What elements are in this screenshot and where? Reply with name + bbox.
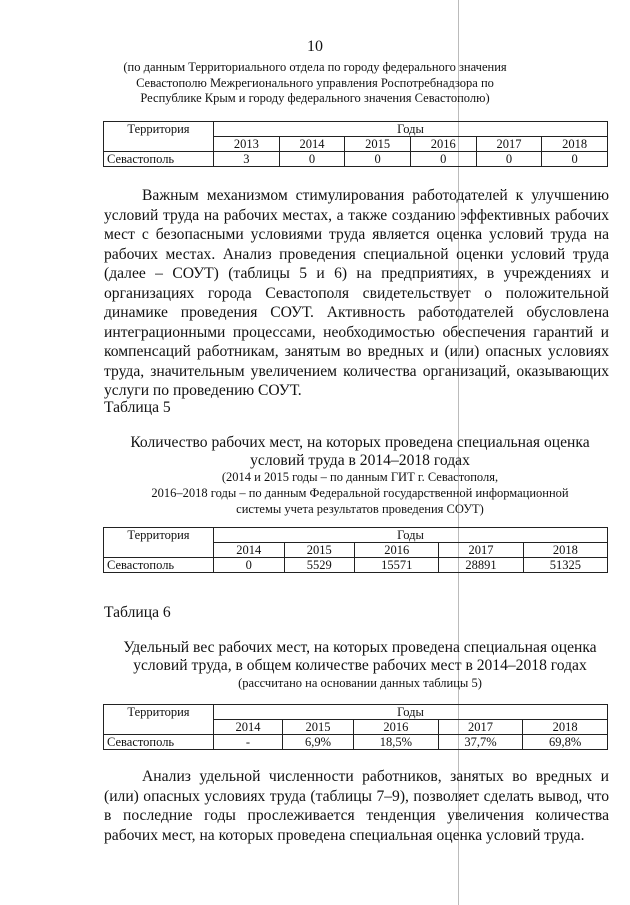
value-cell: 0: [542, 152, 608, 167]
year-cell: 2014: [214, 720, 283, 735]
year-cell: 2016: [410, 137, 476, 152]
year-cell: 2018: [523, 543, 607, 558]
row-label: Севастополь: [104, 152, 214, 167]
value-cell: 0: [345, 152, 411, 167]
paragraph-2: [104, 767, 609, 845]
year-cell: 2014: [279, 137, 345, 152]
year-cell: 2018: [542, 137, 608, 152]
value-cell: 15571: [355, 558, 439, 573]
table5-sub-3: системы учета результатов проведения СОУТ): [236, 502, 484, 516]
year-cell: 2018: [523, 720, 608, 735]
paragraph-1: [104, 186, 609, 401]
source-note: (по данным Территориального отдела по городу федерального значения Севастополю Межрегионального управления Роспотребнадзора по Республике Крым и городу федерального значения Севастополю): [123, 60, 507, 105]
row-label: Севастополь: [104, 558, 214, 573]
value-cell: 0: [476, 152, 542, 167]
value-cell: 5529: [284, 558, 355, 573]
year-cell: 2014: [214, 543, 285, 558]
value-cell: 37,7%: [438, 735, 523, 750]
value-cell: 18,5%: [354, 735, 439, 750]
table6-title-2: условий труда, в общем количестве рабочих мест в 2014–2018 годах: [133, 657, 587, 674]
value-cell: 51325: [523, 558, 607, 573]
table-complaints: [103, 121, 608, 167]
year-cell: 2015: [345, 137, 411, 152]
year-cell: 2015: [284, 543, 355, 558]
year-cell: 2017: [438, 720, 523, 735]
paragraph-2-text: Анализ удельной численности работников, занятых во вредных и (или) опасных условиях труда (таблицы 7–9), позволяет сделать вывод, что в последние годы прослеживается тенденция увеличения количества рабочих мест, на которых проведена специальная оценка условий труда.: [104, 768, 609, 844]
territory-header: Территория: [104, 528, 214, 558]
year-cell: 2017: [476, 137, 542, 152]
value-cell: 0: [279, 152, 345, 167]
table-row: [104, 152, 608, 167]
table-6: [103, 704, 608, 750]
page-number: 10: [307, 38, 323, 55]
table5-caption: Таблица 5: [104, 399, 171, 416]
table5-sub-1: (2014 и 2015 годы – по данным ГИТ г. Севастополя,: [221, 470, 499, 484]
value-cell: 69,8%: [523, 735, 608, 750]
year-cell: 2016: [354, 720, 439, 735]
table6-caption: Таблица 6: [104, 604, 171, 621]
value-cell: 0: [214, 558, 285, 573]
table6-title-1: Удельный вес рабочих мест, на которых проведена специальная оценка: [123, 639, 597, 656]
row-label: Севастополь: [104, 735, 214, 750]
year-cell: 2016: [355, 543, 439, 558]
value-cell: 0: [410, 152, 476, 167]
value-cell: 6,9%: [282, 735, 353, 750]
years-header: Годы: [214, 705, 608, 720]
years-header: Годы: [214, 122, 608, 137]
year-cell: 2013: [214, 137, 280, 152]
table5-title-2: условий труда в 2014–2018 годах: [250, 452, 470, 469]
table-row: [104, 558, 608, 573]
year-cell: 2017: [439, 543, 523, 558]
years-header: Годы: [214, 528, 608, 543]
table-row: [104, 735, 608, 750]
table5-title-1: Количество рабочих мест, на которых проведена специальная оценка: [130, 434, 590, 451]
value-cell: -: [214, 735, 283, 750]
year-cell: 2015: [282, 720, 353, 735]
paragraph-1-text: Важным механизмом стимулирования работодателей к улучшению условий труда на рабочих местах, а также созданию эффективных рабочих мест с безопасными условиями труда является оценка условий труда на рабочих местах. Анализ проведения специальной оценки условий труда (далее – СОУТ) (таблицы 5 и 6) на предприятиях, в учреждениях и организациях города Севастополя свидетельствует о положительной динамике проведения СОУТ. Активность работодателей обусловлена интеграционными процессами, необходимостью обеспечения гарантий и компенсаций работникам, занятым во вредных и (или) опасных условиях труда, значительным увеличением количества организаций, оказывающих услуги по проведению СОУТ.: [104, 187, 609, 399]
table5-sub-2: 2016–2018 годы – по данным Федеральной государственной информационной: [151, 486, 569, 500]
value-cell: 28891: [439, 558, 523, 573]
territory-header: Территория: [104, 122, 214, 152]
territory-header: Территория: [104, 705, 214, 735]
table-5: [103, 527, 608, 573]
table6-sub-1: (рассчитано на основании данных таблицы 5): [238, 676, 482, 690]
value-cell: 3: [214, 152, 280, 167]
